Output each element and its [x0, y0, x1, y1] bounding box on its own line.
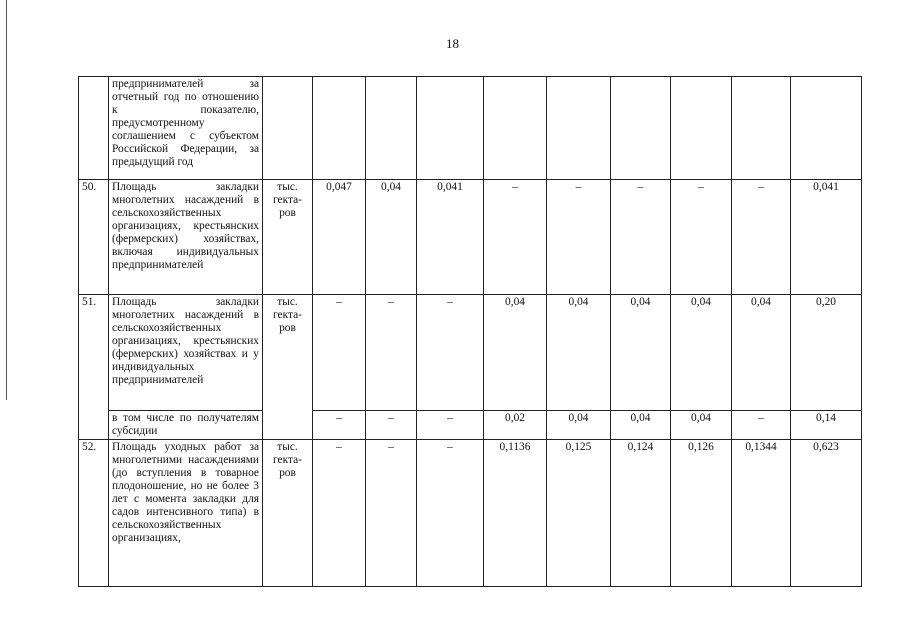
value-cell [484, 77, 547, 180]
value-cell [366, 77, 417, 180]
value-cell: 0,041 [417, 180, 484, 295]
value-cell: 0,20 [791, 295, 862, 411]
indicator-name: в том числе по получателям субсидии [109, 411, 263, 440]
value-cell: – [732, 411, 791, 440]
value-cell: 0,04 [671, 295, 732, 411]
unit-cell [263, 440, 313, 587]
indicator-name: Площадь закладки многолетних насаждений в сельскохозяйственных организациях, крестьянских (фермерских) хозяйствах, включая индивидуальных предпринимателей [109, 180, 263, 295]
row-number: 52. [79, 440, 109, 587]
value-cell: – [732, 180, 791, 295]
value-cell: – [366, 411, 417, 440]
value-cell: – [313, 411, 366, 440]
unit-line: гекта- [273, 194, 302, 206]
unit-line: гекта- [273, 309, 302, 321]
page-number: 18 [446, 36, 459, 51]
value-cell: 0,04 [732, 295, 791, 411]
table-row [79, 440, 862, 587]
value-cell: 0,126 [671, 440, 732, 587]
value-cell: 0,125 [547, 440, 611, 587]
table-row [79, 295, 862, 411]
unit-line: гекта- [273, 454, 302, 466]
indicator-name: предпринимателей за отчетный год по отношению к показателю, предусмотренному соглашением с субъектом Российской Федерации, за предыдущий год [109, 77, 263, 180]
unit-line: ров [279, 207, 296, 219]
value-cell [671, 77, 732, 180]
data-table [78, 76, 862, 587]
value-cell: 0,047 [313, 180, 366, 295]
value-cell: 0,04 [671, 411, 732, 440]
unit-cell [263, 295, 313, 440]
value-cell: – [547, 180, 611, 295]
row-number [79, 77, 109, 180]
unit-line: тыс. [277, 441, 298, 453]
value-cell: – [611, 180, 671, 295]
value-cell: 0,04 [611, 411, 671, 440]
row-number: 51. [79, 295, 109, 440]
unit-line: ров [279, 322, 296, 334]
table-row [79, 411, 862, 440]
value-cell: – [366, 440, 417, 587]
value-cell: 0,04 [484, 295, 547, 411]
value-cell [611, 77, 671, 180]
value-cell [732, 77, 791, 180]
value-cell: – [417, 295, 484, 411]
value-cell: – [671, 180, 732, 295]
unit-line: тыс. [277, 181, 298, 193]
indicator-name: Площадь закладки многолетних насаждений в сельскохозяйственных организациях, крестьянских (фермерских) хозяйствах и у индивидуальных предпринимателей [109, 295, 263, 411]
value-cell [313, 77, 366, 180]
value-cell: – [417, 440, 484, 587]
unit-line: ров [279, 467, 296, 479]
value-cell: 0,04 [547, 295, 611, 411]
value-cell: 0,02 [484, 411, 547, 440]
value-cell: 0,04 [366, 180, 417, 295]
scan-edge-line [6, 0, 7, 400]
value-cell: 0,623 [791, 440, 862, 587]
indicator-name: Площадь уходных работ за многолетними насаждениями (до вступления в товарное плодоношение, но не более 3 лет с момента закладки для садов интенсивного типа) в сельскохозяйственных организациях, [109, 440, 263, 587]
value-cell: 0,14 [791, 411, 862, 440]
value-cell: 0,04 [611, 295, 671, 411]
table-row [79, 180, 862, 295]
unit-cell [263, 180, 313, 295]
value-cell: 0,124 [611, 440, 671, 587]
value-cell: – [417, 411, 484, 440]
unit-cell [263, 77, 313, 180]
value-cell: 0,1136 [484, 440, 547, 587]
value-cell [547, 77, 611, 180]
value-cell: – [366, 295, 417, 411]
value-cell: 0,1344 [732, 440, 791, 587]
table-row [79, 77, 862, 180]
value-cell [791, 77, 862, 180]
unit-line: тыс. [277, 296, 298, 308]
value-cell: 0,041 [791, 180, 862, 295]
value-cell: – [313, 295, 366, 411]
value-cell: – [484, 180, 547, 295]
value-cell: – [313, 440, 366, 587]
value-cell [417, 77, 484, 180]
row-number: 50. [79, 180, 109, 295]
value-cell: 0,04 [547, 411, 611, 440]
